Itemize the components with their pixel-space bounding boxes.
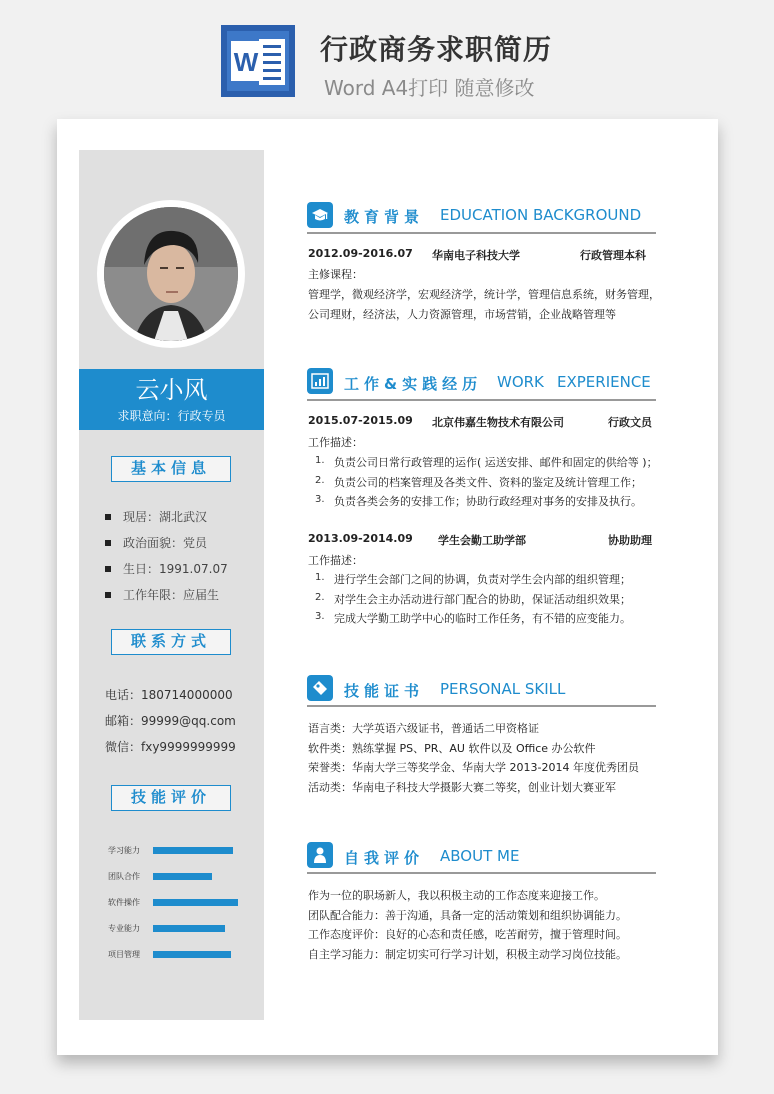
bullet-icon bbox=[105, 514, 111, 520]
job-duty: 负责公司日常行政管理的运作( 运送安排、邮件和固定的供给等 )； bbox=[334, 456, 658, 469]
work-title: 工作&实践经历 bbox=[344, 375, 483, 393]
edu-courses-label: 主修课程： bbox=[308, 268, 363, 281]
list-number: 2. bbox=[315, 592, 325, 603]
job-role: 协助助理 bbox=[608, 534, 652, 547]
about-title-en: ABOUT ME bbox=[440, 847, 520, 865]
list-number: 3. bbox=[315, 494, 325, 505]
skill-label: 团队合作 bbox=[108, 872, 140, 881]
info-item: 工作年限：应届生 bbox=[105, 586, 219, 603]
section-divider bbox=[307, 705, 656, 707]
list-number: 1. bbox=[315, 455, 325, 466]
list-number: 2. bbox=[315, 475, 325, 486]
section-divider bbox=[307, 399, 656, 401]
graduation-cap-icon bbox=[307, 202, 333, 228]
skill-label: 项目管理 bbox=[108, 950, 140, 959]
job-period: 2013.09-2014.09 bbox=[308, 532, 413, 545]
job-intent: 求职意向：行政专员 bbox=[117, 409, 226, 423]
chart-icon bbox=[307, 368, 333, 394]
education-title: 教育背景 bbox=[344, 208, 425, 226]
skill-level-bar bbox=[153, 873, 212, 880]
job-role: 行政文员 bbox=[608, 416, 652, 429]
certs-title-en: PERSONAL SKILL bbox=[440, 680, 566, 698]
tag-icon bbox=[307, 675, 333, 701]
user-icon bbox=[307, 842, 333, 868]
education-title-en: EDUCATION BACKGROUND bbox=[440, 206, 642, 224]
cert-line: 活动类：华南电子科技大学摄影大赛二等奖，创业计划大赛亚军 bbox=[308, 781, 616, 794]
name-banner bbox=[79, 369, 264, 430]
basic-info-heading: 基本信息 bbox=[111, 456, 231, 482]
list-number: 3. bbox=[315, 611, 325, 622]
about-line: 团队配合能力：善于沟通，具备一定的活动策划和组织协调能力。 bbox=[308, 909, 627, 922]
info-item: 政治面貌：党员 bbox=[105, 534, 207, 551]
cert-line: 语言类：大学英语六级证书，普通话二甲资格证 bbox=[308, 722, 539, 735]
bullet-icon bbox=[105, 540, 111, 546]
contact-wechat: 微信：fxy9999999999 bbox=[105, 740, 236, 754]
job-org: 北京伟嘉生物技术有限公司 bbox=[432, 416, 564, 429]
section-divider bbox=[307, 232, 656, 234]
page-title: 行政商务求职简历 bbox=[320, 33, 553, 66]
edu-school: 华南电子科技大学 bbox=[432, 249, 520, 262]
section-divider bbox=[307, 872, 656, 874]
about-line: 工作态度评价：良好的心态和责任感，吃苦耐劳，擅于管理时间。 bbox=[308, 928, 627, 941]
avatar bbox=[104, 207, 238, 341]
skill-level-bar bbox=[153, 951, 231, 958]
about-line: 自主学习能力：制定切实可行学习计划，积极主动学习岗位技能。 bbox=[308, 948, 627, 961]
about-line: 作为一位的职场新人，我以积极主动的工作态度来迎接工作。 bbox=[308, 889, 605, 902]
skill-level-bar bbox=[153, 847, 233, 854]
skill-level-bar bbox=[153, 899, 238, 906]
skills-heading: 技能评价 bbox=[111, 785, 231, 811]
contact-phone: 电话：180714000000 bbox=[105, 688, 233, 702]
about-title: 自我评价 bbox=[344, 849, 425, 867]
skill-label: 学习能力 bbox=[108, 846, 140, 855]
word-icon bbox=[221, 25, 295, 97]
work-title-en: WORK bbox=[497, 373, 544, 391]
list-number: 1. bbox=[315, 572, 325, 583]
edu-courses-line: 管理学，微观经济学，宏观经济学，统计学，管理信息系统，财务管理， bbox=[308, 288, 660, 301]
job-desc-label: 工作描述： bbox=[308, 436, 363, 449]
skill-label: 专业能力 bbox=[108, 924, 140, 933]
page-header bbox=[0, 0, 774, 110]
job-duty: 负责各类会务的安排工作；协助行政经理对事务的安排及执行。 bbox=[334, 495, 642, 508]
bullet-icon bbox=[105, 566, 111, 572]
skill-level-bar bbox=[153, 925, 225, 932]
job-duty: 完成大学勤工助学中心的临时工作任务，有不错的应变能力。 bbox=[334, 612, 631, 625]
bullet-icon bbox=[105, 592, 111, 598]
candidate-name: 云小风 bbox=[135, 376, 208, 404]
cert-line: 荣誉类：华南大学三等奖学金、华南大学 2013-2014 年度优秀团员 bbox=[308, 761, 639, 774]
work-title-en: EXPERIENCE bbox=[557, 373, 651, 391]
skill-label: 软件操作 bbox=[108, 898, 140, 907]
edu-degree: 行政管理本科 bbox=[580, 249, 646, 262]
edu-period: 2012.09-2016.07 bbox=[308, 247, 413, 260]
job-desc-label: 工作描述： bbox=[308, 554, 363, 567]
cert-line: 软件类：熟练掌握 PS、PR、AU 软件以及 Office 办公软件 bbox=[308, 742, 596, 755]
job-period: 2015.07-2015.09 bbox=[308, 414, 413, 427]
contact-heading: 联系方式 bbox=[111, 629, 231, 655]
info-item: 生日：1991.07.07 bbox=[105, 560, 228, 577]
contact-email: 邮箱：99999@qq.com bbox=[105, 714, 236, 728]
job-duty: 负责公司的档案管理及各类文件、资料的鉴定及统计管理工作； bbox=[334, 476, 642, 489]
certs-title: 技能证书 bbox=[344, 682, 425, 700]
job-org: 学生会勤工助学部 bbox=[438, 534, 526, 547]
edu-courses-line: 公司理财，经济法，人力资源管理，市场营销，企业战略管理等 bbox=[308, 308, 616, 321]
info-item: 现居：湖北武汉 bbox=[105, 508, 207, 525]
page-subtitle: Word A4打印 随意修改 bbox=[324, 76, 535, 100]
word-logo-letter: W bbox=[233, 47, 259, 77]
job-duty: 进行学生会部门之间的协调，负责对学生会内部的组织管理； bbox=[334, 573, 631, 586]
job-duty: 对学生会主办活动进行部门配合的协助，保证活动组织效果； bbox=[334, 593, 631, 606]
